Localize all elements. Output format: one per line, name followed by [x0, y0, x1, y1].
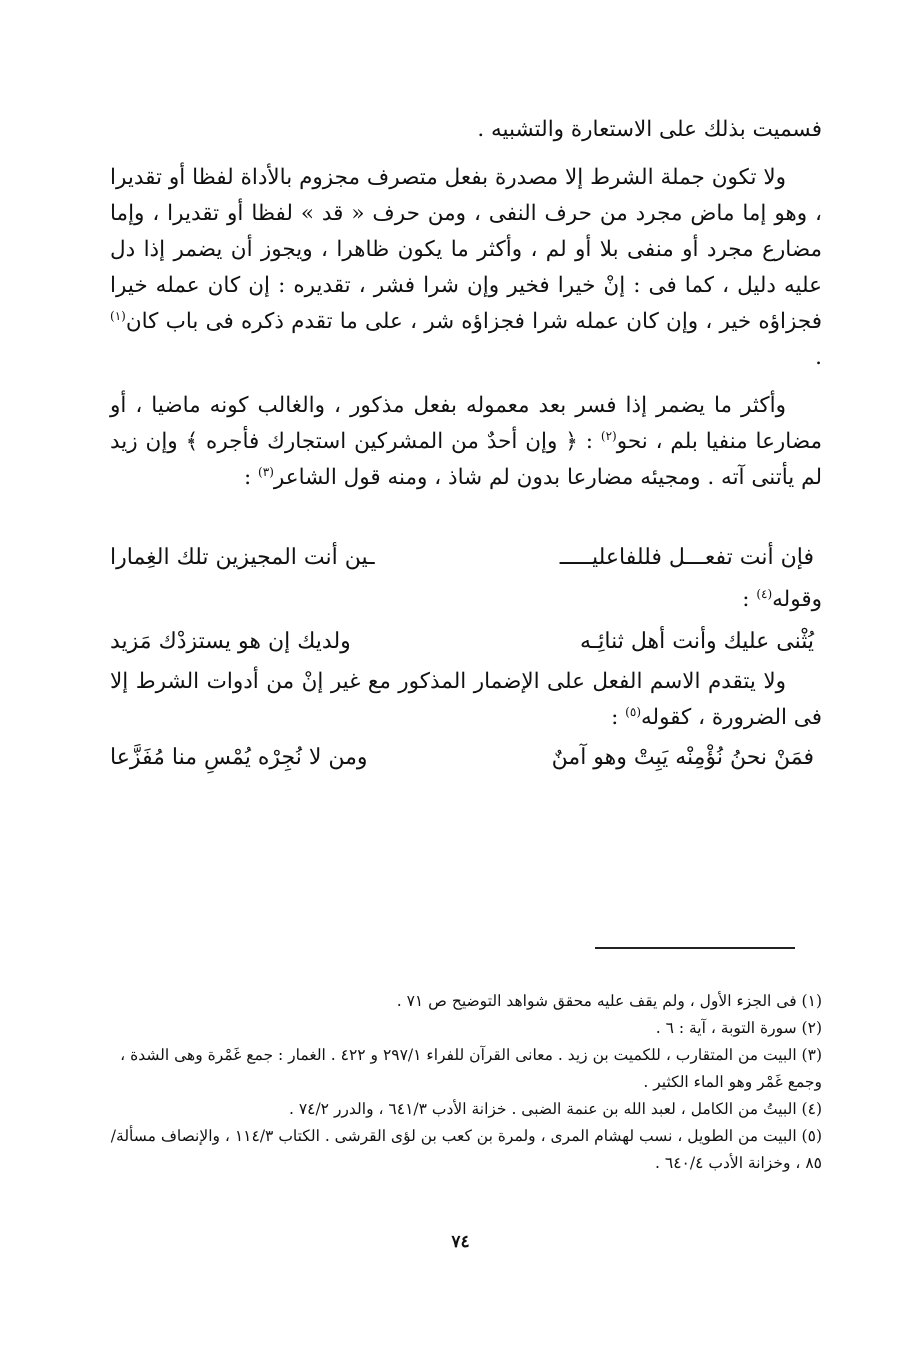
verse-1-first-hemistich: فإن أنت تفعـــل فللفاعليـــــ	[559, 545, 814, 570]
verse-2-second-hemistich: ولديك إن هو يستزدْك مَزيد	[110, 629, 351, 654]
paragraph-2-end: .	[815, 345, 822, 370]
verse-2-intro-text: وقوله	[772, 587, 822, 612]
footnote-ref-1[interactable]: (١)	[110, 308, 126, 323]
main-text	[110, 112, 822, 780]
paragraph-4	[110, 664, 822, 736]
verse-2	[110, 620, 822, 664]
paragraph-1-text: فسميت بذلك على الاستعارة والتشبيه .	[477, 117, 822, 142]
paragraph-3-end: :	[243, 465, 259, 490]
paragraph-4-end: :	[611, 705, 626, 730]
page-number: ٧٤	[451, 1232, 470, 1252]
paragraph-3	[110, 388, 822, 496]
footnote-3: (٣) البيت من المتقارب ، للكميت بن زيد . معانى القرآن للفراء ٢٩٧/١ و ٤٢٢ . الغمار : جمع غَمْرة وهى الشدة ، وجمع غَمْر وهو الماء الكثير .	[120, 1046, 822, 1091]
footnote-4: (٤) البيتُ من الكامل ، لعبد الله بن عنمة الضبى . خزانة الأدب ٦٤١/٣ ، والدرر ٧٤/٢ .	[288, 1100, 822, 1118]
paragraph-1	[110, 112, 822, 148]
paragraph-3-text-b: : ﴿ وإن أحدٌ من المشركين استجارك فأجره ﴾ وإن زيد لم يأتنى آته . ومجيئه مضارعا بدون لم شاذ ، ومنه قول الشاعر	[110, 429, 822, 490]
footnote-ref-4[interactable]: (٤)	[756, 586, 773, 601]
footnote-ref-2[interactable]: (٢)	[600, 428, 617, 443]
verse-3-first-hemistich: فمَنْ نحنُ نُؤْمِنْه يَبِتْ وهو آمنٌ	[551, 745, 814, 770]
verse-1	[110, 536, 822, 580]
footnote-2: (٢) سورة التوبة ، آية : ٦ .	[655, 1019, 822, 1037]
footnote-5: (٥) البيت من الطويل ، نسب لهشام المرى ، ولمرة بن كعب بن لؤى القرشى . الكتاب ١١٤/٣ ، والإنصاف مسألة/٨٥ ، وخزانة الأدب ٦٤٠/٤ .	[110, 1127, 822, 1172]
verse-2-intro-end: :	[742, 587, 757, 612]
footnote-1: (١) فى الجزء الأول ، ولم يقف عليه محقق شواهد التوضيح ص ٧١ .	[396, 992, 822, 1010]
verse-2-intro	[110, 580, 822, 620]
paragraph-2-text: ولا تكون جملة الشرط إلا مصدرة بفعل متصرف مجزوم بالأداة لفظا أو تقديرا ، وهو إما ماض مجرد من حرف النفى ، ومن حرف « قد » لفظا أو تقديرا ، وإما مضارع مجرد أو منفى بلا أو لم ، وأكثر ما يكون ظاهرا ، ويجوز أن يضمر إذا دل عليه دليل ، كما فى : إنْ خيرا فخير وإن شرا فشر ، تقديره : إن كان عمله خيرا فجزاؤه خير ، وإن كان عمله شرا فجزاؤه شر ، على ما تقدم ذكره فى باب كان	[110, 165, 822, 334]
footnotes	[110, 988, 822, 1177]
verse-3	[110, 736, 822, 780]
paragraph-3-text-a: وأكثر ما يضمر إذا فسر بعد معموله بفعل مذكور ، والغالب كونه ماضيا ، أو مضارعا منفيا بلم ، نحو	[110, 393, 822, 454]
verse-2-first-hemistich: يُثْنى عليك وأنت أهل ثنائِـه	[580, 629, 814, 654]
verse-3-second-hemistich: ومن لا نُجِرْه يُمْسِ منا مُفَزَّعا	[110, 745, 368, 770]
footnote-divider	[595, 947, 795, 949]
footnote-ref-3[interactable]: (٣)	[258, 464, 274, 479]
verse-1-second-hemistich: ـين أنت المجيزين تلك الغِمارا	[110, 545, 375, 570]
paragraph-4-text: ولا يتقدم الاسم الفعل على الإضمار المذكور مع غير إنْ من أدوات الشرط إلا فى الضرورة ، كقوله	[110, 669, 822, 730]
footnote-ref-5[interactable]: (٥)	[625, 704, 641, 719]
paragraph-2	[110, 160, 822, 376]
